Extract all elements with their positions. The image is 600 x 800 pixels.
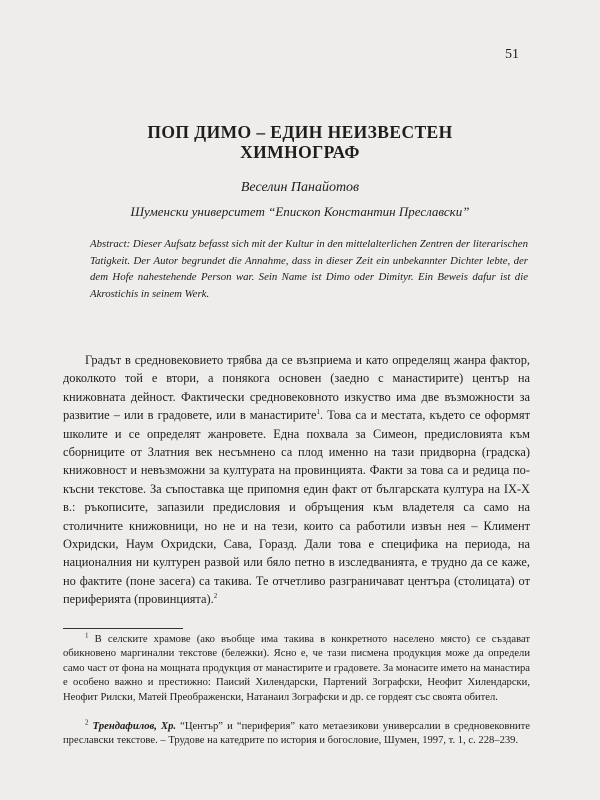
footnote-2-marker: 2: [85, 718, 89, 727]
footnote-1-marker: 1: [85, 631, 89, 640]
footnote-2-author: Трендафилов, Хр.: [92, 721, 177, 732]
footnote-1: [63, 633, 530, 705]
abstract: [90, 236, 528, 302]
footnote-ref-1[interactable]: 1: [316, 408, 320, 417]
author-name: Веселин Панайотов: [240, 180, 360, 195]
footnote-2-text: “Център” и “периферия” като метаезикови универсалии в средновековните преславски текстове. – Трудове на катедрите по история и богословие, Шумен, 1997, т. 1, с. 228–239.: [63, 721, 530, 747]
body-text-part-2: . Това са и местата, където се оформят школите и се определят жанровете. Една похвала за Симеон, предисловията към сборниците от Златния век несъмнено са плод именно на тази придворна (градска) книжовност и невъзможни за културата на провинцията. Факти за това са и редица по-късни текстове. За съпоставка ще припомня един факт от българската култура на IX-X в.: ръкописите, запазили предисловия и обръщения към владетеля са само на столичните книжовници, но не и на тези, които са работили извън нея – Климент Охридски, Наум Охридски, Сава, Горазд. Дали това е специфика на периода, на националния ни културен развой или бяло петно в изследванията, е трудно да се каже, но фактите (поне засега) са такива. Те отчетливо разграничават центъра (столицата) от периферията (провинцията).: [63, 408, 530, 607]
footnote-2: [63, 720, 530, 749]
page-number: 51: [505, 47, 519, 62]
footnote-ref-2[interactable]: 2: [213, 592, 218, 601]
abstract-text: Dieser Aufsatz befasst sich mit der Kultur in den mittelalterlichen Zentren der literarischen Tatigkeit. Der Autor begrundet die Annahme, dass in dieser Zeit ein unbekannter Dichter lebte, der dem Hofe nahestehende Person war. Sein Name ist Dimo oder Dimityr. Ein Beweis dafur ist die Akrostichis in seinem Werk.: [90, 238, 528, 300]
author-affiliation: Шуменски университет “Епископ Константин Преславски”: [130, 204, 470, 219]
article-title: [60, 122, 540, 162]
title-line-1: ПОП ДИМО – ЕДИН НЕИЗВЕСТЕН: [147, 122, 453, 142]
title-line-2: ХИМНОГРАФ: [240, 142, 360, 162]
body-paragraph: [63, 351, 530, 609]
abstract-label: Abstract:: [90, 238, 131, 250]
footnote-divider: [63, 628, 183, 629]
footnote-1-text: В селските храмове (ако въобще има такива в конкретното населено място) се създават обикновено маргинални текстове (бележки). Ясно е, че тази писмена продукция може да определи само част от фона на мощната продукция от манастирите и градовете. За монасите името на манастира е особено важно и престижно: Паисий Хилендарски, Партений Зографски, Неофит Хилендарски, Неофит Рилски, Матей Преображенски, Натанаил Зографски и др. се гордеят със своята обител.: [63, 634, 530, 703]
body-text-part-1: Градът в средновековието трябва да се възприема и като определящ жанра фактор, доколкото той е втори, а понякога основен (заедно с манастирите) център на книжовната дейност. Фактически средновековното изкуство има две възможности за развитие – или в градовете, или в манастирите: [63, 353, 530, 423]
